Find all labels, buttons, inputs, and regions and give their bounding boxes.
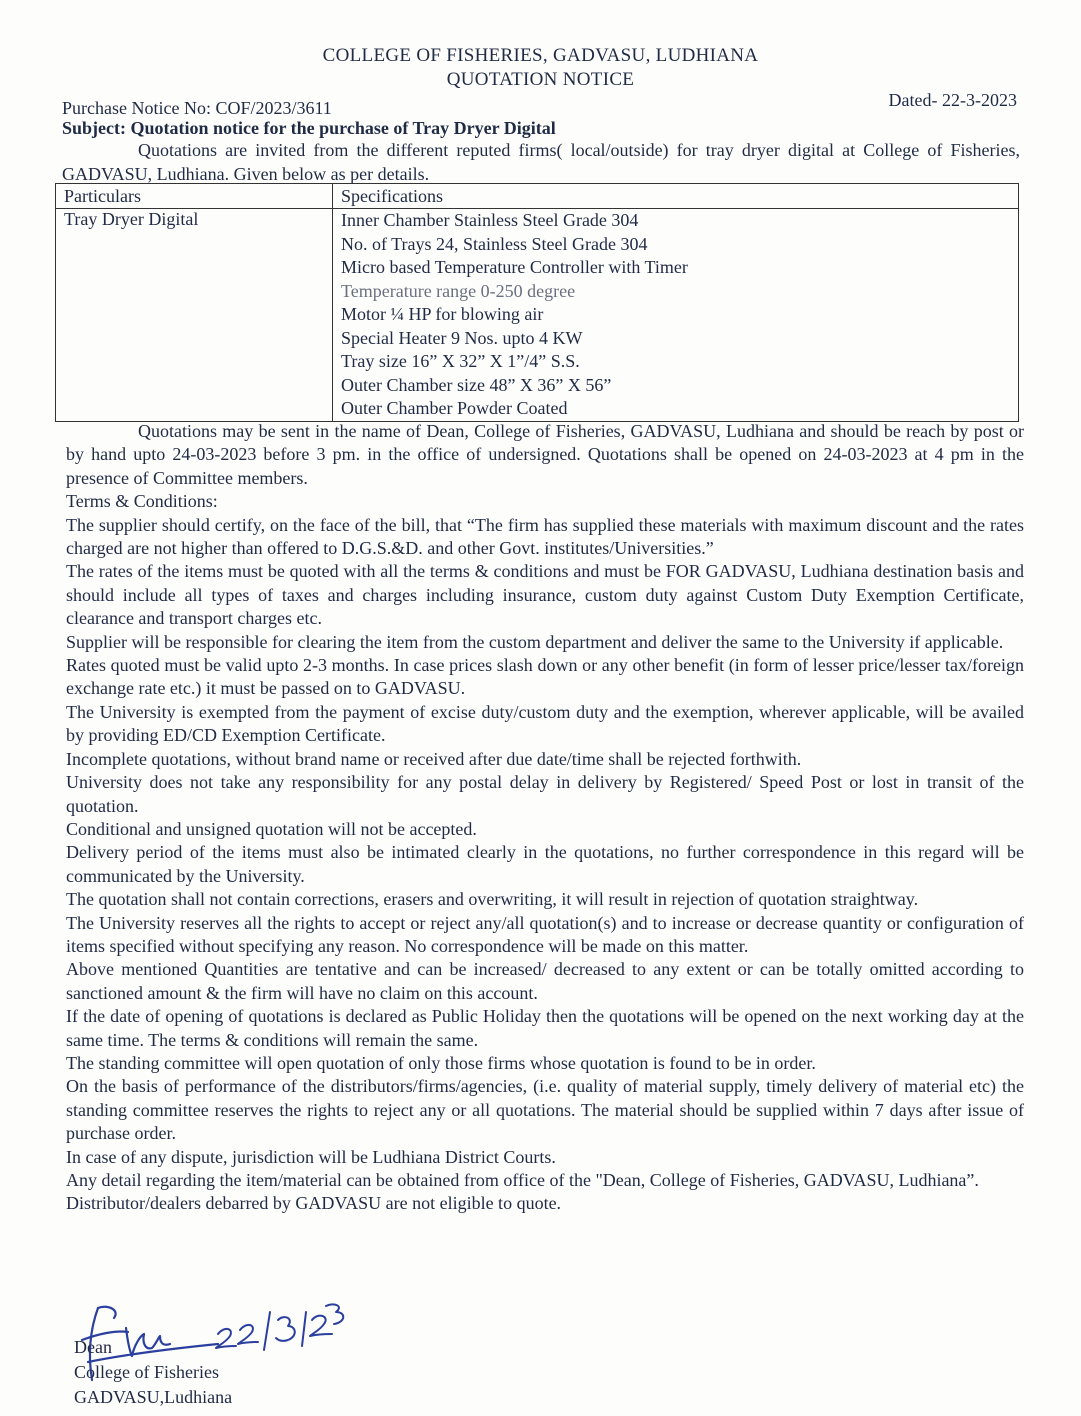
spec-line: Outer Chamber Powder Coated [341, 398, 568, 418]
purchase-notice-number: Purchase Notice No: COF/2023/3611 [62, 98, 332, 118]
term-item: Distributor/dealers debarred by GADVASU are not eligible to quote. [66, 1193, 562, 1214]
particular-cell: Tray Dryer Digital [56, 209, 333, 422]
signatory-location: GADVASU,Ludhiana [74, 1387, 233, 1407]
term-item: Supplier will be responsible for clearing the item from the custom department and deliver the same to the University if applicable. [66, 631, 1004, 652]
terms-body [66, 420, 1024, 1216]
spec-line: Special Heater 9 Nos. upto 4 KW [341, 327, 583, 348]
term-item: The University is exempted from the payment of excise duty/custom duty and the exemption, wherever applicable, will be availed by providing ED/CD Exemption Certificate. [66, 701, 1024, 746]
term-item: The quotation shall not contain corrections, erasers and overwriting, it will result in rejection of quotation straightway. [66, 889, 919, 910]
intro-paragraph: Quotations are invited from the different reputed firms( local/outside) for tray dryer digital at College of Fisheries, GADVASU, Ludhiana. Given below as per details. [62, 140, 1020, 184]
term-item: Above mentioned Quantities are tentative and can be increased/ decreased to any extent or can be totally omitted according to sanctioned amount & the firm will have no claim on this account. [66, 959, 1024, 1003]
college-name: COLLEGE OF FISHERIES, GADVASU, LUDHIANA [322, 45, 759, 66]
term-item: In case of any dispute, jurisdiction will be Ludhiana District Courts. [66, 1146, 556, 1167]
document-header [0, 44, 1081, 92]
specifications-cell [333, 209, 1019, 422]
term-item: The rates of the items must be quoted with all the terms & conditions and must be FOR GADVASU, Ludhiana destination basis and should include all types of taxes and charges including insurance, custom duty against Custom Duty Exemption Certificate, clearance and transport charges etc. [66, 561, 1024, 629]
signature-block [74, 1335, 232, 1410]
signatory-title: Dean [74, 1337, 112, 1357]
spec-line: No. of Trays 24, Stainless Steel Grade 304 [341, 233, 648, 254]
submission-paragraph: Quotations may be sent in the name of Dean, College of Fisheries, GADVASU, Ludhiana and should be reach by post or by hand upto 24-03-2023 before 3 pm. in the office of undersigned. Quotations shall be opened on 24-03-2023 at 4 pm in the presence of Committee members. [66, 421, 1024, 488]
spec-line: Motor ¼ HP for blowing air [341, 304, 544, 324]
term-item: The supplier should certify, on the face of the bill, that “The firm has supplied these materials with maximum discount and the rates charged are not higher than offered to D.G.S.&D. and other Govt. institutes/Universities.” [66, 514, 1024, 559]
notice-date: Dated- 22-3-2023 [888, 90, 1017, 110]
spec-line: Inner Chamber Stainless Steel Grade 304 [341, 210, 639, 230]
terms-heading: Terms & Conditions: [66, 491, 218, 512]
table-header-row [56, 184, 1019, 209]
term-item: University does not take any responsibility for any postal delay in delivery by Registered/ Speed Post or lost in transit of the quotation. [66, 772, 1024, 816]
term-item: The standing committee will open quotation of only those firms whose quotation is found to be in order. [66, 1052, 816, 1073]
spec-line: Outer Chamber size 48” X 36” X 56” [341, 374, 612, 395]
term-item: Incomplete quotations, without brand name or received after due date/time shall be rejected forthwith. [66, 748, 802, 769]
header-particulars: Particulars [56, 184, 333, 209]
term-item: Rates quoted must be valid upto 2-3 months. In case prices slash down or any other benefit (in form of lesser price/lesser tax/foreign exchange rate etc.) it must be passed on to GADVASU. [66, 655, 1024, 699]
term-item: If the date of opening of quotations is declared as Public Holiday then the quotations will be opened on the next working day at the same time. The terms & conditions will remain the same. [66, 1006, 1024, 1050]
term-item: The University reserves all the rights to accept or reject any/all quotation(s) and to increase or decrease quantity or configuration of items specified without specifying any reason. No correspondence will be made on this matter. [66, 912, 1024, 956]
specification-table [55, 183, 1019, 422]
notice-title: QUOTATION NOTICE [446, 69, 635, 90]
term-item: Conditional and unsigned quotation will not be accepted. [66, 818, 477, 839]
spec-line: Tray size 16” X 32” X 1”/4” S.S. [341, 351, 580, 371]
spec-line: Micro based Temperature Controller with Timer [341, 257, 688, 277]
term-item: Delivery period of the items must also be intimated clearly in the quotations, no further correspondence in this regard will be communicated by the University. [66, 842, 1024, 886]
subject-line: Subject: Quotation notice for the purchase of Tray Dryer Digital [62, 118, 556, 138]
header-specifications: Specifications [333, 184, 1019, 209]
term-item: On the basis of performance of the distributors/firms/agencies, (i.e. quality of material supply, timely delivery of material etc) the standing committee reserves the rights to reject any or all quotations. The material should be supplied within 7 days after issue of purchase order. [66, 1076, 1024, 1144]
signatory-college: College of Fisheries [74, 1362, 219, 1382]
spec-line: Temperature range 0-250 degree [341, 280, 576, 301]
term-item: Any detail regarding the item/material can be obtained from office of the "Dean, College of Fisheries, GADVASU, Ludhiana”. [66, 1170, 979, 1190]
table-row [56, 209, 1019, 422]
